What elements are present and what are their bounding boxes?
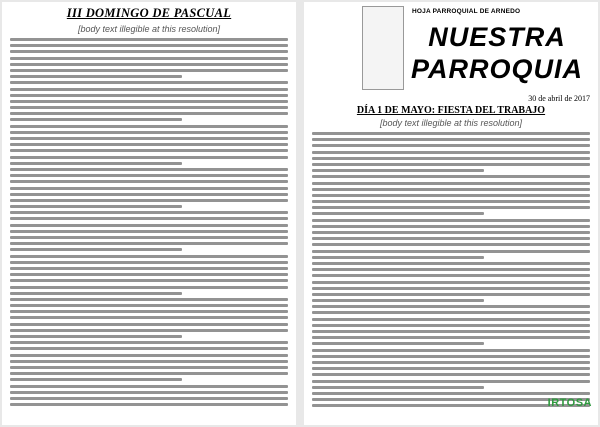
text-line-placeholder [10,106,288,109]
text-line-placeholder [10,187,288,190]
text-line-placeholder [10,397,288,400]
text-line-placeholder [10,88,288,91]
text-line-placeholder [10,217,288,220]
masthead-title-line2: PARROQUIA [410,54,583,84]
text-line-placeholder [10,391,288,394]
text-line-placeholder [312,367,590,370]
parish-emblem [362,6,404,90]
text-line-placeholder [312,281,590,284]
text-line-placeholder [312,287,590,290]
text-line-placeholder [312,132,590,135]
text-line-placeholder [10,38,288,41]
text-line-placeholder [10,261,288,264]
text-line-placeholder [312,299,484,302]
text-line-placeholder [10,298,288,301]
text-line-placeholder [10,162,182,165]
text-line-placeholder [10,193,288,196]
left-page-illegible-note: [body text illegible at this resolution] [77,24,221,34]
text-line-placeholder [10,94,288,97]
text-line-placeholder [10,304,288,307]
text-line-placeholder [10,286,288,289]
text-line-placeholder [312,386,484,389]
text-line-placeholder [312,219,590,222]
text-line-placeholder [10,137,288,140]
text-line-placeholder [10,63,288,66]
text-line-placeholder [10,335,182,338]
left-page [2,2,296,425]
text-line-placeholder [10,112,288,115]
text-line-placeholder [312,250,590,253]
text-line-placeholder [312,349,590,352]
text-line-placeholder [10,273,288,276]
text-line-placeholder [10,199,288,202]
text-line-placeholder [10,255,288,258]
text-line-placeholder [10,279,288,282]
text-line-placeholder [312,138,590,141]
text-line-placeholder [10,316,288,319]
text-line-placeholder [10,211,288,214]
text-line-placeholder [312,182,590,185]
text-line-placeholder [312,274,590,277]
text-line-placeholder [312,169,484,172]
text-line-placeholder [10,118,182,121]
text-line-placeholder [312,200,590,203]
text-line-placeholder [10,224,288,227]
issue-date: 30 de abril de 2017 [528,94,590,103]
text-line-placeholder [312,243,590,246]
text-line-placeholder [312,380,590,383]
text-line-placeholder [312,330,590,333]
text-line-placeholder [312,293,590,296]
text-line-placeholder [10,44,288,47]
text-line-placeholder [312,256,484,259]
text-line-placeholder [312,305,590,308]
text-line-placeholder [10,75,182,78]
text-line-placeholder [10,248,182,251]
text-line-placeholder [312,206,590,209]
text-line-placeholder [312,194,590,197]
text-line-placeholder [312,342,484,345]
text-line-placeholder [312,231,590,234]
footer-logo: IRTOSA [547,397,592,409]
right-page [304,2,598,425]
text-line-placeholder [312,355,590,358]
text-line-placeholder [10,372,288,375]
text-line-placeholder [312,212,484,215]
text-line-placeholder [10,310,288,313]
left-page-title: III DOMINGO DE PASCUAL [66,6,232,20]
text-line-placeholder [10,347,288,350]
masthead-title-line1: NUESTRA [428,22,566,52]
text-line-placeholder [312,188,590,191]
text-line-placeholder [10,360,288,363]
text-line-placeholder [312,225,590,228]
text-line-placeholder [312,361,590,364]
text-line-placeholder [312,144,590,147]
text-line-placeholder [10,168,288,171]
text-line-placeholder [312,268,590,271]
text-line-placeholder [10,180,288,183]
text-line-placeholder [10,366,288,369]
text-line-placeholder [10,385,288,388]
text-line-placeholder [312,336,590,339]
text-line-placeholder [312,318,590,321]
text-line-placeholder [10,267,288,270]
text-line-placeholder [10,242,288,245]
masthead-tag: HOJA PARROQUIAL DE ARNEDO [412,8,521,15]
text-line-placeholder [10,323,288,326]
text-line-placeholder [312,324,590,327]
text-line-placeholder [10,125,288,128]
text-line-placeholder [10,143,288,146]
text-line-placeholder [10,329,288,332]
right-page-text-block [312,132,590,410]
right-page-illegible-note: [body text illegible at this resolution] [379,118,523,128]
text-line-placeholder [10,403,288,406]
text-line-placeholder [10,81,288,84]
left-page-text-block [10,38,288,409]
text-line-placeholder [10,230,288,233]
text-line-placeholder [10,156,288,159]
text-line-placeholder [312,392,590,395]
article-title: DÍA 1 DE MAYO: FIESTA DEL TRABAJO [356,105,546,116]
text-line-placeholder [10,131,288,134]
text-line-placeholder [10,100,288,103]
text-line-placeholder [10,378,182,381]
text-line-placeholder [312,163,590,166]
text-line-placeholder [312,311,590,314]
text-line-placeholder [312,262,590,265]
text-line-placeholder [10,69,288,72]
text-line-placeholder [312,175,590,178]
text-line-placeholder [10,236,288,239]
text-line-placeholder [312,151,590,154]
text-line-placeholder [10,354,288,357]
text-line-placeholder [10,205,182,208]
text-line-placeholder [10,50,288,53]
text-line-placeholder [312,237,590,240]
text-line-placeholder [10,174,288,177]
text-line-placeholder [10,341,288,344]
text-line-placeholder [10,292,182,295]
text-line-placeholder [312,373,590,376]
text-line-placeholder [10,57,288,60]
text-line-placeholder [10,149,288,152]
text-line-placeholder [312,157,590,160]
